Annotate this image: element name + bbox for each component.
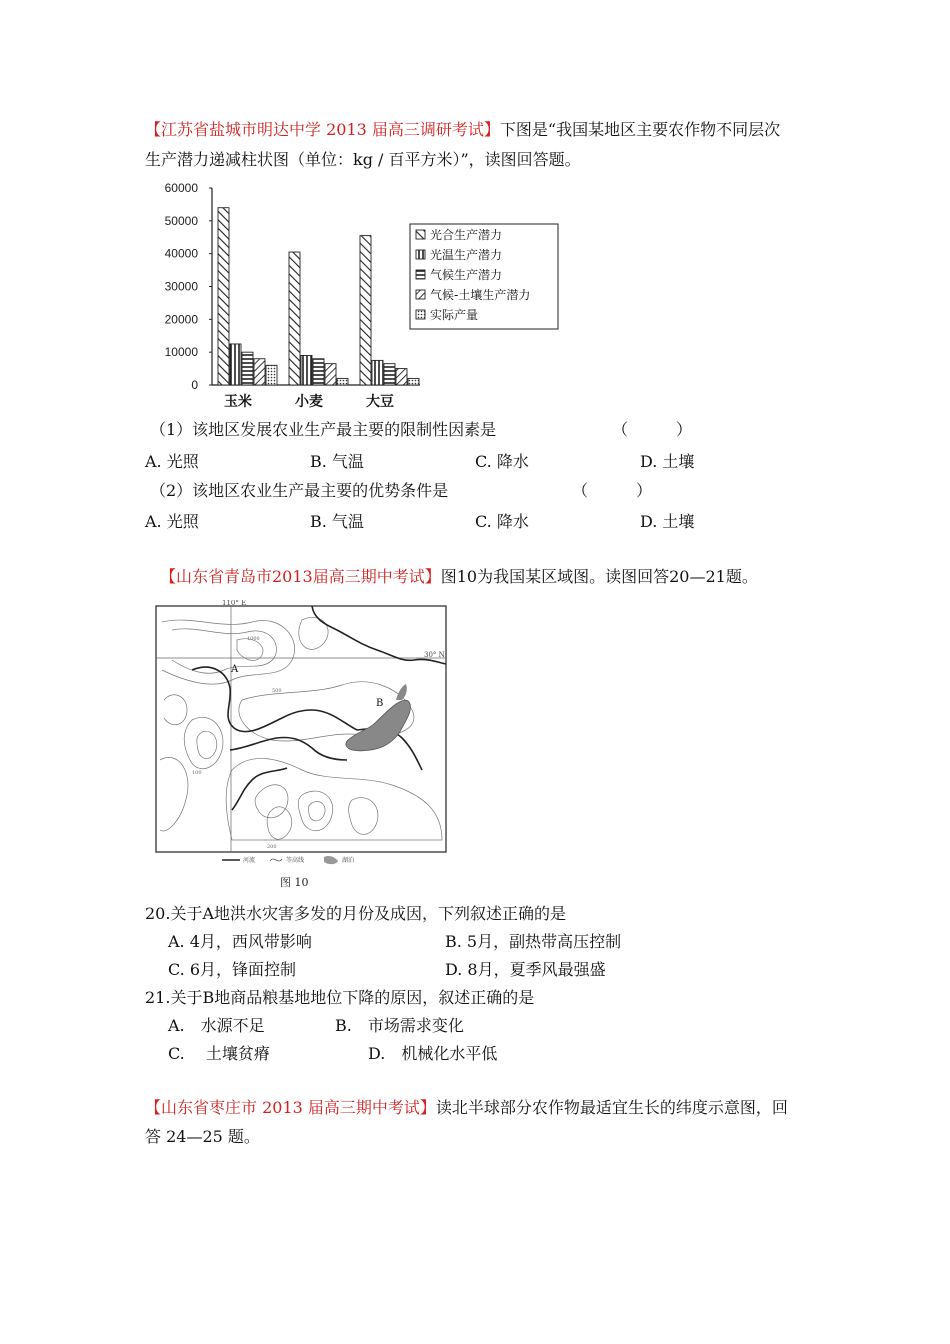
- legend-entry: 气候-土壤生产潜力: [430, 288, 531, 302]
- section1-source: 【江苏省盐城市明达中学 2013 届高三调研考试】: [145, 120, 500, 139]
- bar-玉米-光合生产潜力: [218, 208, 229, 385]
- q1-answer-bracket[interactable]: （ ）: [612, 420, 693, 439]
- contour-label-200: 200: [267, 844, 277, 850]
- legend-contour-label: 等高线: [286, 857, 305, 864]
- bar-小麦-实际产量: [337, 378, 348, 385]
- point-b-label: B: [376, 698, 384, 709]
- section1-intro-line2: 生产潜力递减柱状图（单位：kg / 百平方米）”，读图回答题。: [145, 150, 581, 169]
- x-category-label: 小麦: [295, 394, 323, 410]
- bar-小麦-气候生产潜力: [313, 359, 324, 385]
- bar-玉米-气候-土壤生产潜力: [254, 359, 265, 385]
- q2-option-a[interactable]: A. 光照: [145, 512, 199, 531]
- q2-option-c[interactable]: C. 降水: [475, 512, 529, 531]
- q20-stem: 20.关于A地洪水灾害多发的月份及成因，下列叙述正确的是: [145, 904, 567, 923]
- q21-stem: 21.关于B地商品粮基地地位下降的原因，叙述正确的是: [145, 988, 535, 1007]
- legend-swatch: [416, 250, 425, 259]
- legend-swatch: [416, 230, 425, 239]
- region-contour-map: [152, 600, 452, 892]
- bar-小麦-气候-土壤生产潜力: [325, 364, 336, 385]
- x-category-label: 玉米: [224, 394, 252, 410]
- q21-option-d[interactable]: D. 机械化水平低: [368, 1044, 498, 1063]
- bar-玉米-气候生产潜力: [242, 352, 253, 385]
- legend-entry: 实际产量: [430, 308, 479, 322]
- q2-answer-bracket[interactable]: （ ）: [572, 481, 653, 500]
- bar-大豆-实际产量: [408, 378, 419, 385]
- y-tick-label: 10000: [164, 345, 198, 360]
- section3-intro-line2: 答 24—25 题。: [145, 1127, 260, 1146]
- y-tick-label: 60000: [164, 181, 198, 195]
- y-tick-label: 0: [191, 378, 198, 392]
- section2-intro-text: 图10为我国某区域图。读图回答20—21题。: [440, 567, 758, 586]
- q20-option-b[interactable]: B. 5月，副热带高压控制: [445, 932, 622, 951]
- longitude-label: 110° E: [222, 600, 247, 607]
- q1-option-d[interactable]: D. 土壤: [640, 452, 695, 471]
- contour-label-1000: 1000: [247, 636, 260, 642]
- section3-intro: [145, 1098, 788, 1118]
- contour-label-500: 500: [272, 688, 282, 694]
- bar-大豆-光温生产潜力: [372, 360, 383, 385]
- bar-大豆-光合生产潜力: [360, 236, 371, 385]
- legend-swatch: [416, 310, 425, 319]
- q20-option-a[interactable]: A. 4月，西风带影响: [168, 932, 312, 951]
- bar-玉米-光温生产潜力: [230, 344, 241, 385]
- q2-option-d[interactable]: D. 土壤: [640, 512, 695, 531]
- legend-lake-label: 湖泊: [342, 857, 355, 864]
- q1-option-b[interactable]: B. 气温: [310, 452, 364, 471]
- y-tick-label: 30000: [164, 279, 198, 294]
- q21-option-a[interactable]: A. 水源不足: [168, 1016, 265, 1035]
- bar-大豆-气候-土壤生产潜力: [396, 369, 407, 385]
- legend-swatch: [416, 290, 425, 299]
- latitude-label: 30° N: [424, 651, 445, 659]
- bar-大豆-气候生产潜力: [384, 364, 395, 385]
- q21-option-b[interactable]: B. 市场需求变化: [335, 1016, 464, 1035]
- legend-river-label: 河流: [243, 857, 256, 864]
- q2-stem: （2）该地区农业生产最主要的优势条件是: [150, 481, 449, 500]
- section3-intro-text: 读北半球部分农作物最适宜生长的纬度示意图，回: [435, 1098, 788, 1117]
- section2-source: 【山东省青岛市2013届高三期中考试】: [160, 567, 441, 586]
- legend-entry: 气候生产潜力: [430, 268, 503, 282]
- map-caption: 图 10: [280, 876, 309, 889]
- q1-option-c[interactable]: C. 降水: [475, 452, 529, 471]
- x-category-label: 大豆: [366, 394, 394, 410]
- legend-lake-swatch: [324, 856, 338, 864]
- legend-entry: 光温生产潜力: [430, 248, 503, 262]
- q2-option-b[interactable]: B. 气温: [310, 512, 364, 531]
- section1-intro: [145, 120, 780, 140]
- y-tick-label: 50000: [164, 213, 198, 228]
- q21-option-c[interactable]: C. 土壤贫瘠: [168, 1044, 270, 1063]
- section3-source: 【山东省枣庄市 2013 届高三期中考试】: [145, 1098, 436, 1117]
- bar-小麦-光合生产潜力: [289, 252, 300, 385]
- section2-intro: [160, 567, 758, 587]
- bar-玉米-实际产量: [266, 365, 277, 385]
- legend-swatch: [416, 270, 425, 279]
- point-a-label: A: [231, 664, 239, 675]
- legend-entry: 光合生产潜力: [430, 228, 503, 242]
- q1-stem: （1）该地区发展农业生产最主要的限制性因素是: [150, 420, 497, 439]
- crop-potential-bar-chart: [150, 178, 570, 413]
- y-tick-label: 20000: [164, 312, 198, 327]
- bar-小麦-光温生产潜力: [301, 355, 312, 385]
- contour-label-100: 100: [192, 770, 202, 776]
- q20-option-d[interactable]: D. 8月，夏季风最强盛: [445, 960, 606, 979]
- q1-option-a[interactable]: A. 光照: [145, 452, 199, 471]
- section1-intro-text: 下图是“我国某地区主要农作物不同层次: [499, 120, 781, 139]
- y-tick-label: 40000: [164, 246, 198, 261]
- map-legend: [222, 856, 354, 864]
- legend-contour-swatch: [270, 859, 282, 861]
- q20-option-c[interactable]: C. 6月，锋面控制: [168, 960, 297, 979]
